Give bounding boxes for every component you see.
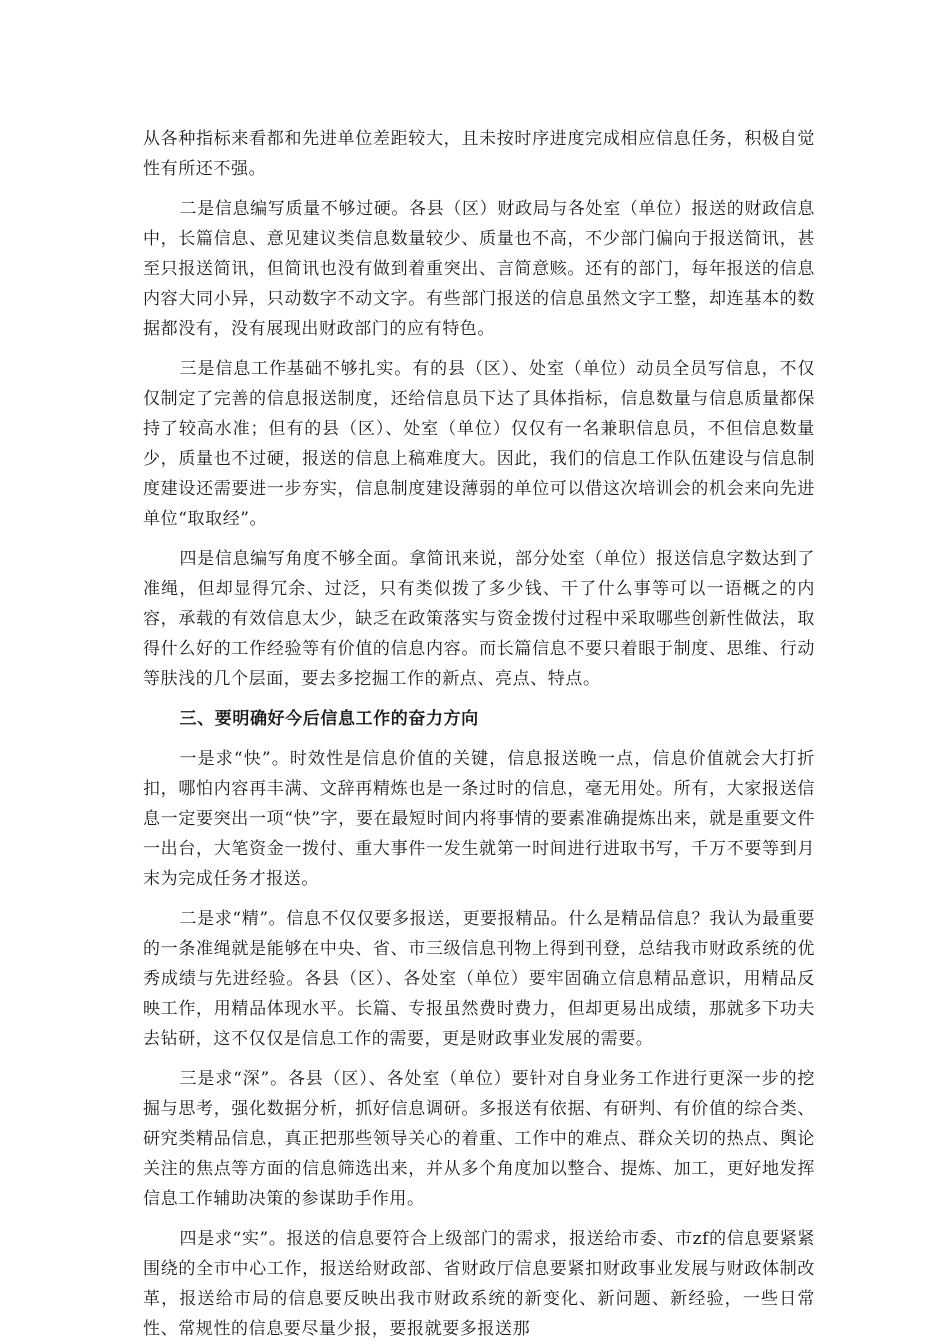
- paragraph-7: 三是求“深”。各县（区）、各处室（单位）要针对自身业务工作进行更深一步的挖掘与思考，强化数据分析，抓好信息调研。多报送有依据、有研判、有价值的综合类、研究类精品信息，真正把那些领导关心的着重、工作中的难点、群众关切的热点、舆论关注的焦点等方面的信息筛选出来，并从多个角度加以整合、提炼、加工，更好地发挥信息工作辅助决策的参谋助手作用。: [143, 1069, 815, 1209]
- paragraph-2: 二是信息编写质量不够过硬。各县（区）财政局与各处室（单位）报送的财政信息中，长篇信息、意见建议类信息数量较少、质量也不高，不少部门偏向于报送简讯，甚至只报送简讯，但简讯也没有做到着重突出、言简意赅。还有的部门，每年报送的信息内容大同小异，只动数字不动文字。有些部门报送的信息虽然文字工整，却连基本的数据都没有，没有展现出财政部门的应有特色。: [143, 199, 815, 339]
- paragraph-gap: [143, 344, 815, 354]
- paragraph-gap: [143, 734, 815, 744]
- paragraph-gap: [143, 184, 815, 194]
- document-body: [143, 124, 815, 1344]
- paragraph-gap: [143, 1214, 815, 1224]
- paragraph-gap: [143, 894, 815, 904]
- paragraph-gap: [143, 534, 815, 544]
- paragraph-1: 从各种指标来看都和先进单位差距较大，且未按时序进度完成相应信息任务，积极自觉性有所还不强。: [143, 129, 815, 179]
- paragraph-8: 四是求“实”。报送的信息要符合上级部门的需求，报送给市委、市zf的信息要紧紧围绕的全市中心工作，报送给财政部、省财政厅信息要紧扣财政事业发展与财政体制改革，报送给市局的信息要反映出我市财政系统的新变化、新问题、新经验，一些日常性、常规性的信息要尽量少报，要报就要多报送那: [143, 1229, 815, 1339]
- paragraph-4: 四是信息编写角度不够全面。拿简讯来说，部分处室（单位）报送信息字数达到了准绳，但却显得冗余、过泛，只有类似拨了多少钱、干了什么事等可以一语概之的内容，承载的有效信息太少，缺乏在政策落实与资金拨付过程中采取哪些创新性做法，取得什么好的工作经验等有价值的信息内容。而长篇信息不要只着眼于制度、思维、行动等肤浅的几个层面，要去多挖掘工作的新点、亮点、特点。: [143, 549, 815, 689]
- paragraph-5: 一是求“快”。时效性是信息价值的关键，信息报送晚一点，信息价值就会大打折扣，哪怕内容再丰满、文辞再精炼也是一条过时的信息，毫无用处。所有，大家报送信息一定要突出一项“快”字，要在最短时间内将事情的要素准确提炼出来，就是重要文件一出台，大笔资金一拨付、重大事件一发生就第一时间进行进取书写，千万不要等到月末为完成任务才报送。: [143, 749, 815, 889]
- paragraph-gap: [143, 1054, 815, 1064]
- paragraph-6: 二是求“精”。信息不仅仅要多报送，更要报精品。什么是精品信息？我认为最重要的一条准绳就是能够在中央、省、市三级信息刊物上得到刊登，总结我市财政系统的优秀成绩与先进经验。各县（区）、各处室（单位）要牢固确立信息精品意识，用精品反映工作，用精品体现水平。长篇、专报虽然费时费力，但却更易出成绩，那就多下功夫去钻研，这不仅仅是信息工作的需要，更是财政事业发展的需要。: [143, 909, 815, 1049]
- paragraph-3: 三是信息工作基础不够扎实。有的县（区）、处室（单位）动员全员写信息，不仅仅制定了完善的信息报送制度，还给信息员下达了具体指标，信息数量与信息质量都保持了较高水准；但有的县（区）、处室（单位）仅仅有一名兼职信息员，不但信息数量少，质量也不过硬，报送的信息上稿难度大。因此，我们的信息工作队伍建设与信息制度建设还需要进一步夯实，信息制度建设薄弱的单位可以借这次培训会的机会来向先进单位“取取经”。: [143, 359, 815, 529]
- section-heading: 三、要明确好今后信息工作的奋力方向: [179, 709, 479, 729]
- paragraph-gap: [143, 694, 815, 704]
